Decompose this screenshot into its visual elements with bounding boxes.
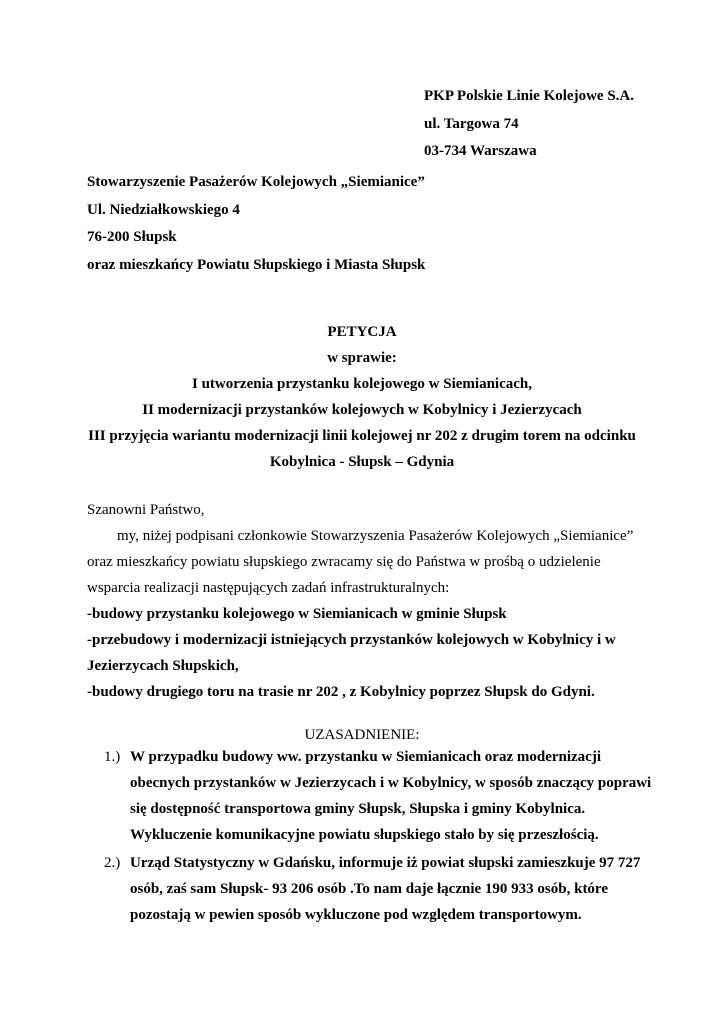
greeting: Szanowni Państwo,: [87, 502, 205, 518]
list-item-number: 1.): [104, 749, 121, 765]
list-item-line: Urząd Statystyczny w Gdańsku, informuje iż powiat słupski zamieszkuje 97 727: [130, 855, 641, 871]
sender-address: [87, 172, 425, 282]
title-point-2: II modernizacji przystanków kolejowych w Kobylnicy i Jezierzycach: [142, 402, 582, 418]
recipient-city: 03-734 Warszawa: [424, 143, 537, 159]
body-line-1: my, niżej podpisani członkowie Stowarzyszenia Pasażerów Kolejowych „Siemianice”: [117, 528, 634, 544]
list-item-line: Wykluczenie komunikacyjne powiatu słupskiego stało by się przeszłością.: [130, 827, 599, 843]
list-item-line: się dostępność transportowa gminy Słupsk, Słupska i gminy Kobylnica.: [130, 801, 586, 817]
title-point-1: I utworzenia przystanku kolejowego w Siemianicach,: [192, 376, 532, 392]
recipient-name: PKP Polskie Linie Kolejowe S.A.: [424, 88, 634, 104]
list-item-line: obecnych przystanków w Jezierzycach i w Kobylnicy, w sposób znaczący poprawi: [130, 775, 652, 791]
title-point-3-line-2: Kobylnica - Słupsk – Gdynia: [269, 454, 455, 470]
list-item-number: 2.): [104, 855, 121, 871]
sender-org: Stowarzyszenie Pasażerów Kolejowych „Siemianice”: [87, 174, 425, 190]
title-subheading: w sprawie:: [327, 350, 397, 366]
task-2-line-1: -przebudowy i modernizacji istniejących przystanków kolejowych w Kobylnicy i w: [87, 632, 616, 648]
list-item-line: W przypadku budowy ww. przystanku w Siemianicach oraz modernizacji: [130, 749, 602, 765]
task-1: -budowy przystanku kolejowego w Siemianicach w gminie Słupsk: [87, 606, 507, 622]
recipient-street: ul. Targowa 74: [424, 115, 519, 132]
title-heading: PETYCJA: [327, 324, 397, 340]
body-line-2: oraz mieszkańcy powiatu słupskiego zwracamy się do Państwa w prośbą o udzielenie: [87, 554, 601, 570]
title-point-3-line-1: III przyjęcia wariantu modernizacji linii kolejowej nr 202 z drugim torem na odcinku: [88, 428, 636, 444]
sender-street: Ul. Niedziałkowskiego 4: [87, 201, 240, 218]
petition-body: [87, 526, 647, 708]
petition-title: [60, 322, 664, 478]
sender-city: 76-200 Słupsk: [87, 229, 177, 245]
list-item: [104, 853, 664, 931]
task-3: -budowy drugiego toru na trasie nr 202 , z Kobylnicy poprzez Słupsk do Gdyni.: [87, 684, 595, 700]
recipient-address: [424, 86, 634, 169]
body-line-3: wsparcia realizacji następujących zadań infrastrukturalnych:: [87, 580, 450, 596]
task-2-line-2: Jezierzycach Słupskich,: [87, 658, 239, 674]
justification-heading: UZASADNIENIE:: [304, 727, 420, 743]
sender-also: oraz mieszkańcy Powiatu Słupskiego i Miasta Słupsk: [87, 256, 426, 273]
justification-list: [104, 747, 664, 933]
list-item: [104, 747, 664, 851]
list-item-line: osób, zaś sam Słupsk- 93 206 osób .To nam daje łącznie 190 933 osób, które: [130, 881, 608, 897]
list-item-line: pozostają w pewien sposób wykluczone pod względem transportowym.: [130, 907, 582, 923]
